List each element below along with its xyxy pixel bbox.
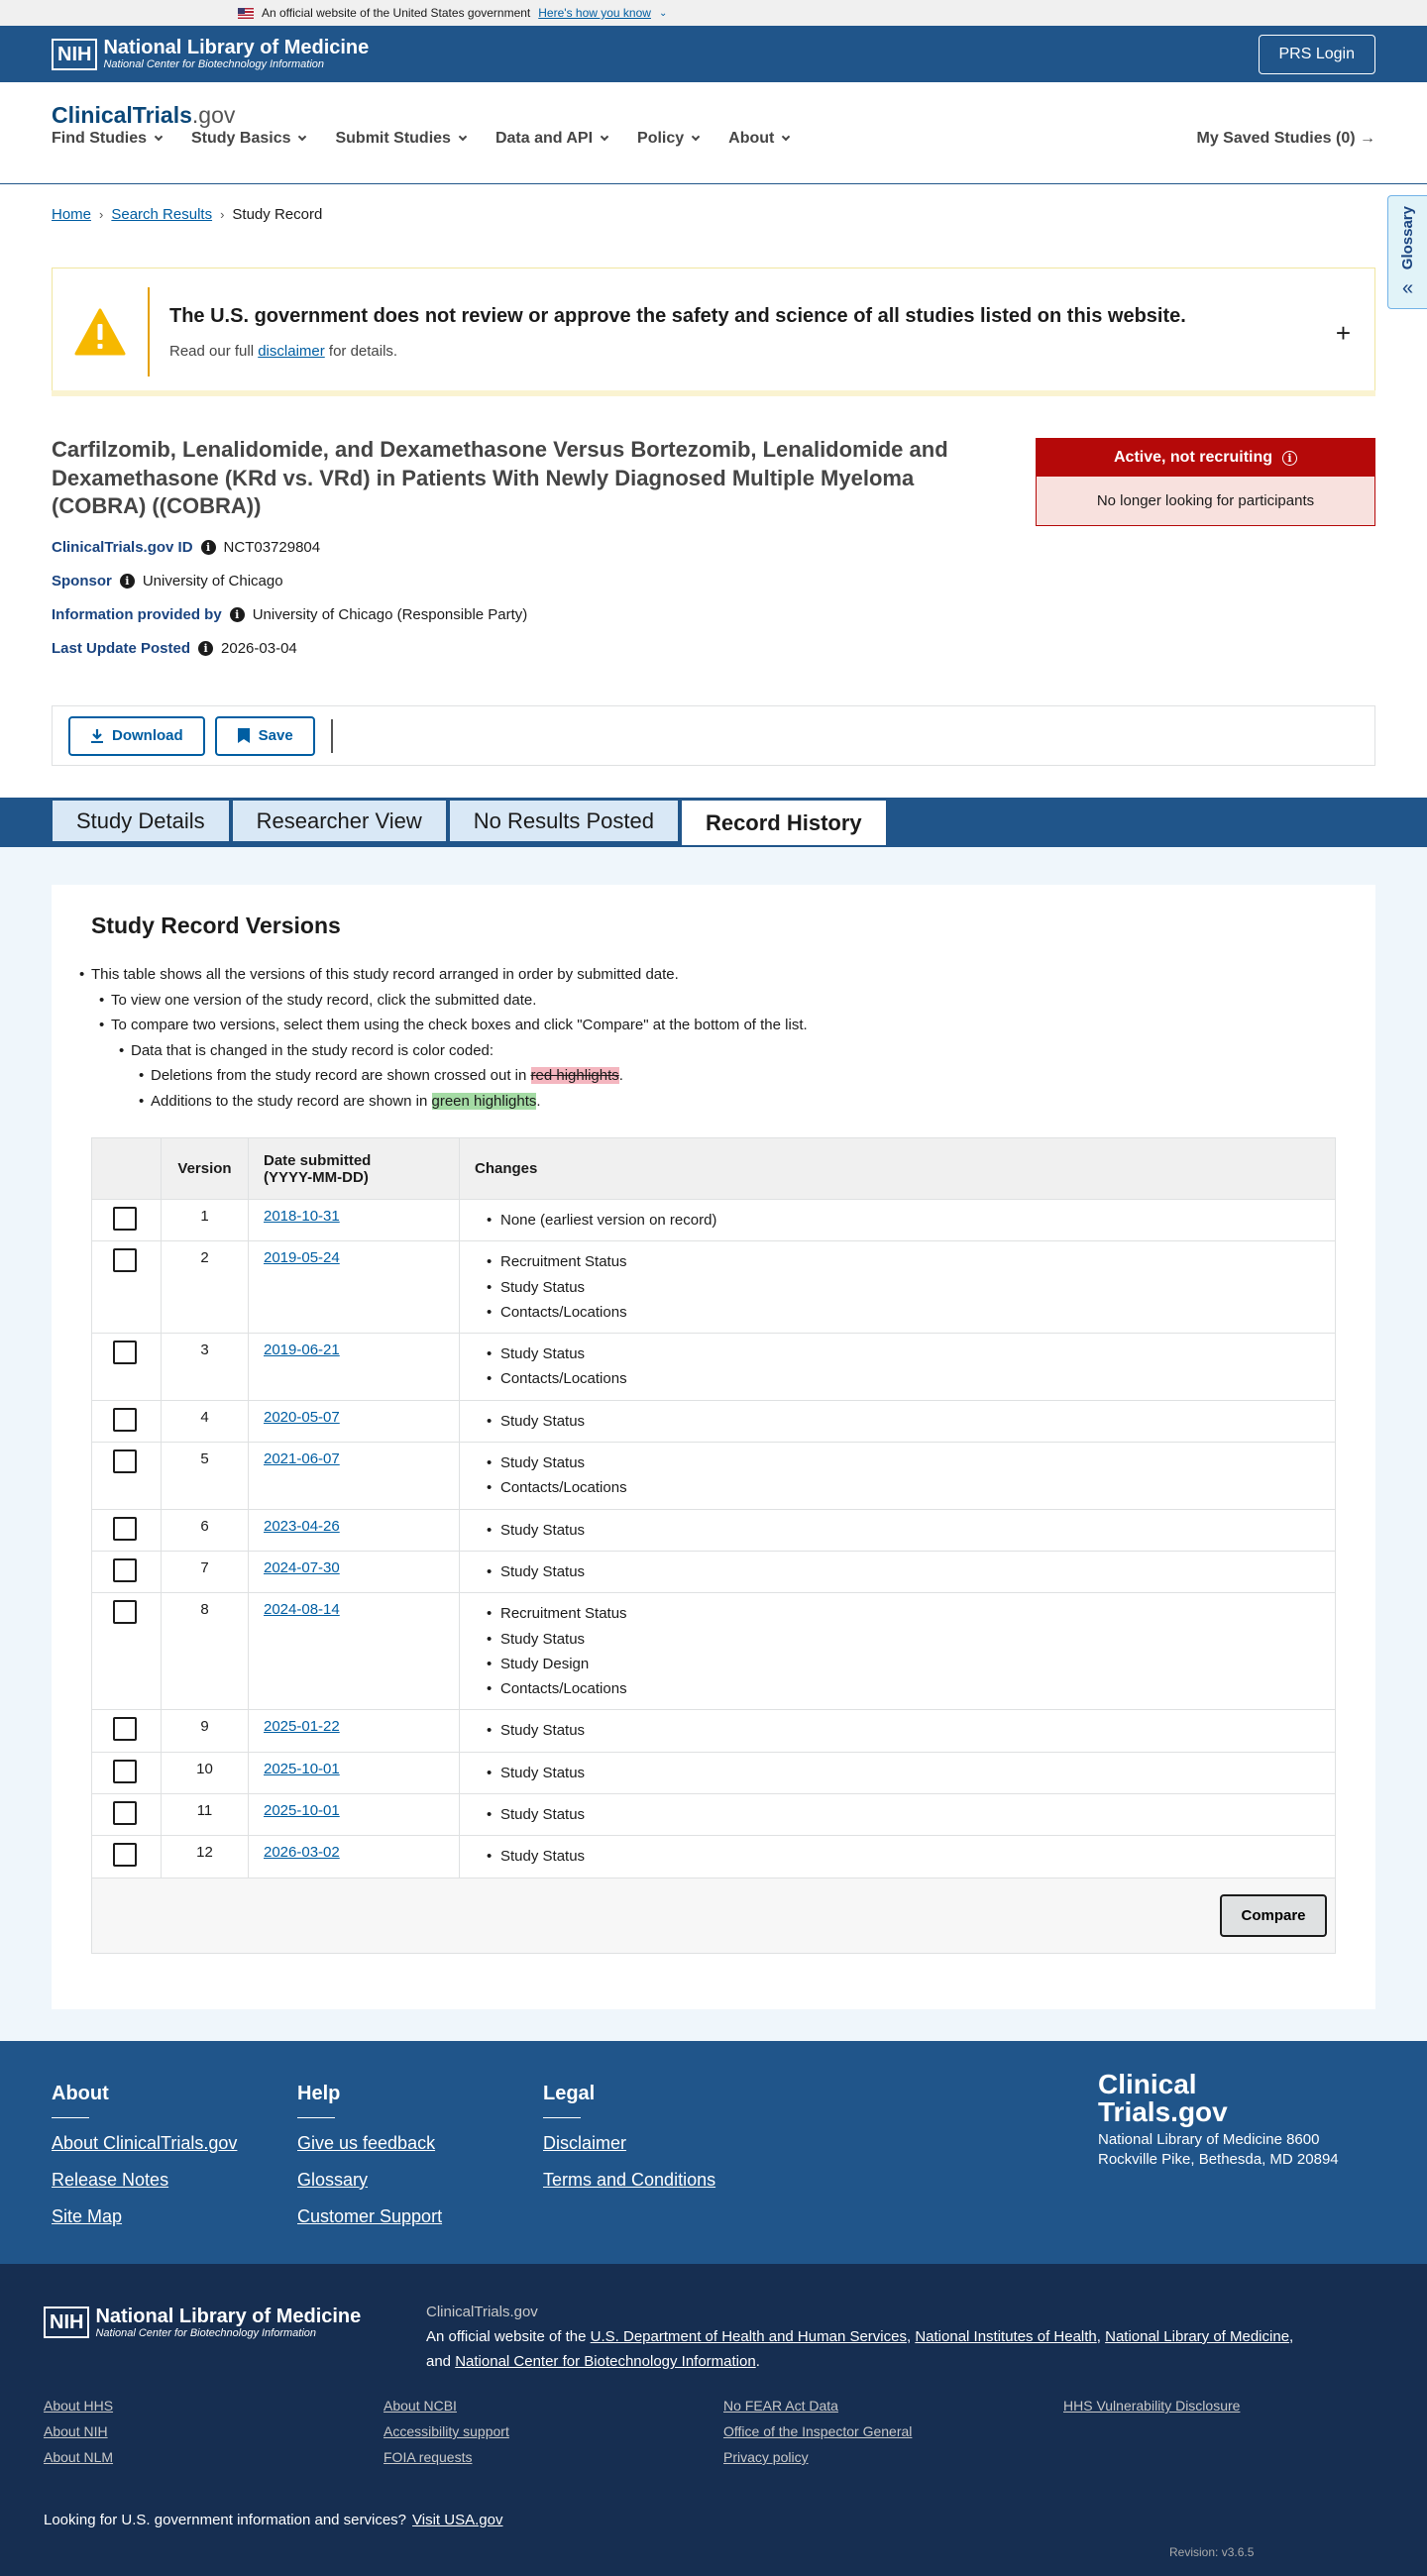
chevron-down-icon [692, 133, 700, 141]
version-date-link[interactable]: 2019-06-21 [264, 1342, 340, 1359]
study-actions [52, 705, 1375, 766]
table-row [92, 1752, 1336, 1793]
nih-logo-mark: NIH [52, 39, 97, 70]
version-number: 6 [162, 1509, 249, 1551]
gov-links [44, 2398, 1361, 2465]
glossary-label: Glossary [1399, 206, 1416, 270]
nav-study-basics[interactable]: Study Basics [191, 130, 305, 148]
version-checkbox[interactable] [113, 1558, 137, 1582]
site-suffix: .gov [191, 102, 236, 128]
footer-link-site-map[interactable]: Site Map [52, 2206, 123, 2226]
main-nav [52, 128, 1375, 150]
version-date-link[interactable]: 2023-04-26 [264, 1517, 340, 1535]
version-checkbox[interactable] [113, 1207, 137, 1231]
changes-list [475, 1802, 1320, 1827]
version-checkbox[interactable] [113, 1801, 137, 1825]
nih-logo-mark: NIH [44, 2307, 89, 2338]
us-flag-icon [238, 8, 254, 19]
version-date-link[interactable]: 2025-10-01 [264, 1802, 340, 1820]
arrow-right-icon: → [1360, 130, 1375, 147]
chevron-right-icon: › [220, 207, 225, 222]
table-row [92, 1836, 1336, 1878]
usagov-link[interactable]: Visit USA.gov [412, 2512, 503, 2528]
change-item: • Contacts/Locations [475, 1366, 1320, 1391]
bookmark-icon [237, 727, 251, 744]
study-title: Carfilzomib, Lenalidomide, and Dexamethasone Versus Bortezomib, Lenalidomide and Dexamethasone (KRd vs. VRd) in Patients With Newly Diagnosed Multiple Myeloma (COBRA) ((COBRA)) [52, 437, 948, 519]
expand-plus-icon[interactable]: + [1335, 318, 1351, 348]
nlm-name: National Library of Medicine [103, 37, 370, 59]
select-column-header [92, 1138, 162, 1200]
changes-list [475, 1761, 1320, 1785]
change-item: • Study Status [475, 1761, 1320, 1785]
nih-header [0, 26, 1427, 82]
change-item: • Study Status [475, 1450, 1320, 1475]
instruction-item: • Deletions from the study record are shown crossed out in red highlights. [151, 1063, 808, 1089]
version-checkbox[interactable] [113, 1248, 137, 1272]
change-item: • Study Status [475, 1518, 1320, 1543]
gov-banner-text: An official website of the United States government [262, 6, 531, 20]
tab-researcher-view[interactable]: Researcher View [232, 800, 447, 842]
chevron-down-icon [782, 133, 790, 141]
info-icon[interactable]: i [198, 641, 213, 656]
footer-link-support[interactable]: Customer Support [297, 2206, 443, 2226]
nih-link[interactable]: National Institutes of Health [915, 2328, 1097, 2345]
footer-address: National Library of Medicine 8600 Rockville Pike, Bethesda, MD 20894 [1098, 2131, 1339, 2168]
changes-list [475, 1450, 1320, 1501]
version-date-link[interactable]: 2024-08-14 [264, 1601, 340, 1619]
versions-table [91, 1137, 1336, 1954]
table-row [92, 1241, 1336, 1334]
glossary-tab[interactable] [1387, 195, 1427, 309]
compare-row [92, 1878, 1336, 1953]
version-number: 11 [162, 1794, 249, 1836]
instruction-item: • To view one version of the study record, click the submitted date. [111, 988, 808, 1014]
disclaimer-link[interactable]: disclaimer [258, 342, 325, 360]
change-item: • Contacts/Locations [475, 1475, 1320, 1500]
link-vulnerability-disclosure[interactable]: HHS Vulnerability Disclosure [1063, 2398, 1241, 2414]
status-label: Active, not recruiting [1113, 449, 1273, 466]
link-foia[interactable]: FOIA requests [384, 2449, 473, 2465]
chevron-down-icon [459, 133, 467, 141]
tab-no-results-posted[interactable]: No Results Posted [449, 800, 679, 842]
change-item: • Study Status [475, 1409, 1320, 1434]
change-item: • Study Design [475, 1652, 1320, 1676]
change-item: • Contacts/Locations [475, 1676, 1320, 1701]
actions-divider [331, 719, 333, 753]
link-about-hhs[interactable]: About HHS [44, 2398, 114, 2414]
site-header [0, 82, 1427, 184]
version-date-link[interactable]: 2025-01-22 [264, 1718, 340, 1736]
table-row [92, 1509, 1336, 1551]
prs-login-button[interactable]: PRS Login [1259, 35, 1376, 74]
breadcrumb-current: Study Record [232, 206, 323, 223]
version-number: 7 [162, 1551, 249, 1592]
change-item: • Study Status [475, 1802, 1320, 1827]
nav-about[interactable]: About [728, 130, 789, 148]
version-number: 4 [162, 1400, 249, 1442]
info-icon[interactable]: i [201, 540, 216, 555]
changes-list [475, 1718, 1320, 1743]
clinicaltrials-logo[interactable] [52, 102, 235, 129]
footer-link-disclaimer[interactable]: Disclaimer [543, 2133, 627, 2153]
version-checkbox[interactable] [113, 1517, 137, 1541]
link-about-ncbi[interactable]: About NCBI [384, 2398, 457, 2414]
disclaimer-title: The U.S. government does not review or approve the safety and science of all studies listed on this website. [169, 304, 1186, 327]
table-row [92, 1551, 1336, 1592]
footer-brand [1098, 2071, 1356, 2169]
footer-about [52, 2083, 237, 2243]
version-number: 10 [162, 1752, 249, 1793]
change-item: • Study Status [475, 1342, 1320, 1366]
footer-divider [543, 2117, 581, 2118]
changes-list [475, 1409, 1320, 1434]
link-privacy[interactable]: Privacy policy [723, 2449, 809, 2465]
footer-divider [52, 2117, 89, 2118]
change-item: • Study Status [475, 1627, 1320, 1652]
table-row [92, 1593, 1336, 1710]
chevron-down-icon [601, 133, 608, 141]
info-icon[interactable]: i [230, 607, 245, 622]
version-number: 5 [162, 1443, 249, 1510]
nlm-footer [0, 2264, 1427, 2576]
hhs-link[interactable]: U.S. Department of Health and Human Services [590, 2328, 907, 2345]
my-saved-studies-link[interactable]: My Saved Studies (0) → [1196, 130, 1375, 147]
version-checkbox[interactable] [113, 1449, 137, 1473]
instruction-item: • Data that is changed in the study record is color coded: [131, 1038, 808, 1064]
deletion-highlight-sample: red highlights [530, 1067, 619, 1084]
change-item: • Contacts/Locations [475, 1300, 1320, 1325]
revision-text: Revision: v3.6.5 [1169, 2545, 1255, 2559]
changes-list [475, 1601, 1320, 1701]
link-about-nih[interactable]: About NIH [44, 2423, 108, 2439]
link-about-nlm[interactable]: About NLM [44, 2449, 114, 2465]
usagov-row: Looking for U.S. government information and services? Visit USA.gov [44, 2512, 503, 2528]
changes-list [475, 1208, 1320, 1233]
ncbi-name: National Center for Biotechnology Information [95, 2327, 317, 2339]
chevron-down-icon [298, 133, 306, 141]
breadcrumb-search-results[interactable]: Search Results [111, 206, 213, 223]
site-name: ClinicalTrials [52, 102, 192, 128]
instruction-item: • Additions to the study record are shown in green highlights. [151, 1089, 808, 1115]
tab-study-details[interactable]: Study Details [52, 800, 230, 842]
save-button[interactable]: Save [215, 716, 315, 756]
addition-highlight-sample: green highlights [431, 1092, 537, 1110]
chevron-down-icon [155, 133, 163, 141]
table-row [92, 1443, 1336, 1510]
change-item: • Study Status [475, 1559, 1320, 1584]
table-header-row [92, 1138, 1336, 1200]
footer-about-title: About [52, 2083, 109, 2104]
link-inspector-general[interactable]: Office of the Inspector General [723, 2423, 913, 2439]
version-date-link[interactable]: 2024-07-30 [264, 1558, 340, 1576]
version-checkbox[interactable] [113, 1760, 137, 1783]
last-update-value: 2026-03-04 [221, 640, 297, 657]
ncbi-link[interactable]: National Center for Biotechnology Information [455, 2353, 756, 2370]
ncbi-name: National Center for Biotechnology Information [103, 58, 325, 71]
heres-how-you-know-link[interactable]: Here's how you know [538, 6, 651, 20]
disclaimer-banner [52, 268, 1375, 396]
study-id-row [52, 539, 320, 556]
nav-submit-studies[interactable]: Submit Studies [335, 130, 465, 148]
change-item: • Study Status [475, 1275, 1320, 1300]
breadcrumb-home[interactable]: Home [52, 206, 92, 223]
footer-legal-title: Legal [543, 2083, 596, 2104]
nav-policy[interactable]: Policy [637, 130, 699, 148]
disclaimer-subtext: Read our full disclaimer for details. [169, 342, 398, 360]
changes-list [475, 1559, 1320, 1584]
version-checkbox[interactable] [113, 1600, 137, 1624]
footer-link-release-notes[interactable]: Release Notes [52, 2170, 169, 2190]
version-checkbox[interactable] [113, 1341, 137, 1364]
footer-legal [543, 2083, 715, 2206]
changes-list [475, 1249, 1320, 1325]
footer-divider [297, 2117, 335, 2118]
version-checkbox[interactable] [113, 1843, 137, 1867]
nlm-name: National Library of Medicine [95, 2306, 362, 2327]
version-column-header: Version [162, 1138, 249, 1200]
footer-site-name: ClinicalTrials.gov [426, 2304, 538, 2320]
table-row [92, 1710, 1336, 1752]
change-item: • Study Status [475, 1844, 1320, 1869]
official-site-info: ClinicalTrials.gov An official website of the U.S. Department of Health and Human Services, National Institutes of Health, National Library of Medicine, and National Center for Biotechnology Information. [426, 2300, 1377, 2374]
status-subtext: No longer looking for participants [1037, 477, 1374, 525]
status-badge [1036, 438, 1375, 526]
study-id-label: ClinicalTrials.gov ID [52, 539, 193, 556]
info-provided-label: Information provided by [52, 606, 222, 623]
change-item: • Recruitment Status [475, 1249, 1320, 1274]
info-icon[interactable]: i [120, 574, 135, 589]
version-date-link[interactable]: 2026-03-02 [264, 1844, 340, 1862]
version-date-link[interactable]: 2025-10-01 [264, 1760, 340, 1777]
instruction-item: • To compare two versions, select them using the check boxes and click "Compare" at the bottom of the list. [111, 1013, 808, 1038]
footer-help [297, 2083, 442, 2243]
version-date-link[interactable]: 2020-05-07 [264, 1408, 340, 1426]
date-column-header: Date submitted (YYYY-MM-DD) [249, 1138, 460, 1200]
version-number: 2 [162, 1241, 249, 1334]
version-date-link[interactable]: 2018-10-31 [264, 1208, 340, 1225]
study-id-value: NCT03729804 [223, 539, 321, 556]
footer-link-feedback[interactable]: Give us feedback [297, 2133, 436, 2153]
change-item: • Study Status [475, 1718, 1320, 1743]
chevron-down-icon: ⌄ [658, 7, 668, 19]
version-number: 3 [162, 1334, 249, 1401]
study-tabs [52, 800, 887, 845]
table-row [92, 1334, 1336, 1401]
change-item: • Recruitment Status [475, 1601, 1320, 1626]
info-provided-value: University of Chicago (Responsible Party) [252, 606, 528, 623]
instruction-item: • This table shows all the versions of this study record arranged in order by submitted date. [91, 962, 808, 988]
last-update-row [52, 640, 297, 657]
nlm-logo[interactable] [52, 37, 369, 70]
footer-logo[interactable]: Clinical Trials.gov [1098, 2069, 1228, 2127]
nlm-link[interactable]: National Library of Medicine [1105, 2328, 1290, 2345]
version-number: 8 [162, 1593, 249, 1710]
version-number: 1 [162, 1200, 249, 1241]
chevron-right-icon: › [99, 207, 104, 222]
section-heading: Study Record Versions [91, 912, 341, 938]
last-update-label: Last Update Posted [52, 640, 191, 657]
footer-help-title: Help [297, 2083, 341, 2104]
footer-link-about[interactable]: About ClinicalTrials.gov [52, 2133, 238, 2153]
record-history-card [52, 885, 1375, 2009]
change-item: • None (earliest version on record) [475, 1208, 1320, 1233]
table-row [92, 1794, 1336, 1836]
info-provided-row [52, 606, 527, 623]
site-footer [0, 2041, 1427, 2264]
sponsor-label: Sponsor [52, 573, 112, 590]
tab-record-history[interactable]: Record History [681, 800, 887, 845]
version-date-link[interactable]: 2021-06-07 [264, 1450, 340, 1468]
gov-banner [0, 0, 1427, 26]
changes-column-header: Changes [460, 1138, 1336, 1200]
nav-data-and-api[interactable]: Data and API [495, 130, 607, 148]
version-number: 9 [162, 1710, 249, 1752]
version-number: 12 [162, 1836, 249, 1878]
footer-link-glossary[interactable]: Glossary [297, 2170, 369, 2190]
breadcrumb [52, 206, 322, 223]
download-button[interactable]: Download [68, 716, 205, 756]
version-checkbox[interactable] [113, 1408, 137, 1432]
sponsor-row [52, 573, 283, 590]
version-checkbox[interactable] [113, 1717, 137, 1741]
table-row [92, 1200, 1336, 1241]
link-accessibility[interactable]: Accessibility support [384, 2423, 509, 2439]
nav-find-studies[interactable]: Find Studies [52, 130, 162, 148]
download-icon [90, 728, 104, 744]
changes-list [475, 1518, 1320, 1543]
info-icon[interactable]: i [1282, 451, 1297, 466]
compare-button[interactable]: Compare [1220, 1894, 1327, 1937]
changes-list [475, 1844, 1320, 1869]
warning-icon [53, 308, 148, 356]
sponsor-value: University of Chicago [142, 573, 283, 590]
instructions-list [91, 962, 808, 1114]
footer-link-terms[interactable]: Terms and Conditions [543, 2170, 716, 2190]
table-row [92, 1400, 1336, 1442]
link-no-fear-act[interactable]: No FEAR Act Data [723, 2398, 838, 2414]
changes-list [475, 1342, 1320, 1392]
nlm-footer-logo[interactable] [44, 2306, 361, 2339]
version-date-link[interactable]: 2019-05-24 [264, 1249, 340, 1267]
double-chevron-left-icon: « [1401, 277, 1414, 299]
